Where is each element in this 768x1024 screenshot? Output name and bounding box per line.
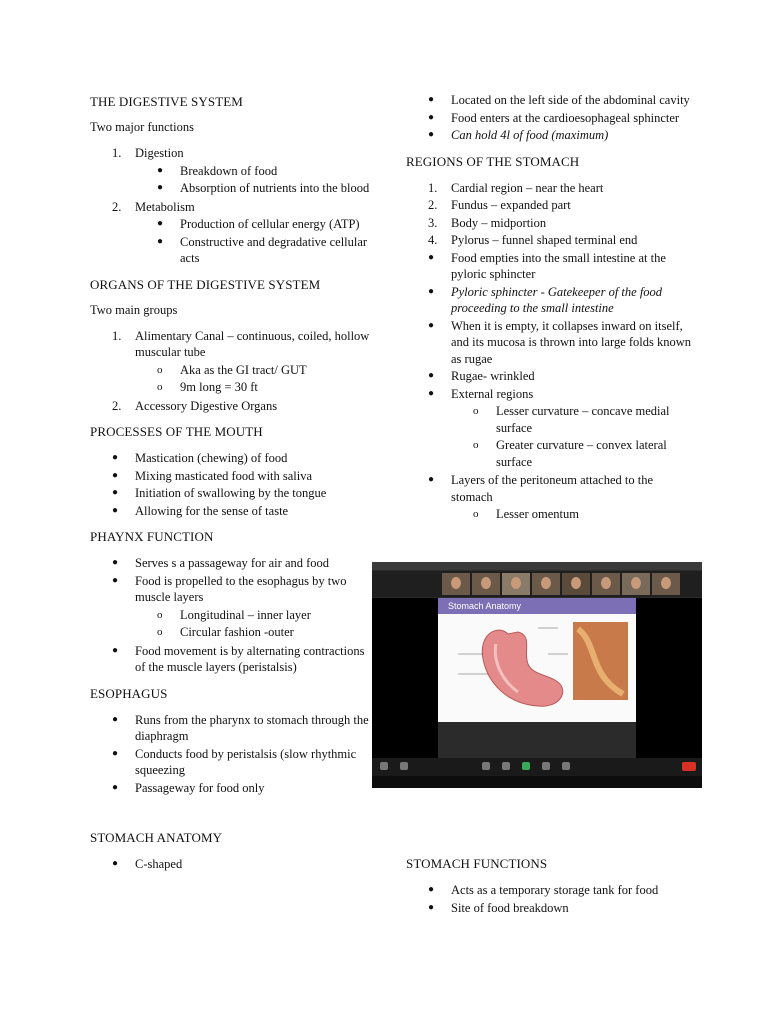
participant-tile bbox=[472, 573, 500, 595]
list-item: ● Food is propelled to the esophagus by two muscle layers o Longitudinal – inner layer o Circular fashion -outer bbox=[90, 573, 370, 641]
list-subitem: o Greater curvature – convex lateral surface bbox=[473, 438, 667, 469]
video-call-screenshot bbox=[372, 562, 702, 788]
taskbar bbox=[372, 776, 702, 788]
function-subitem: ● Absorption of nutrients into the blood bbox=[157, 181, 370, 195]
mute-icon[interactable] bbox=[380, 762, 388, 770]
region-item: 4. Pylorus – funnel shaped terminal end bbox=[428, 233, 638, 247]
stomach-anatomy-heading: STOMACH ANATOMY bbox=[90, 830, 223, 845]
left-column bbox=[90, 88, 370, 883]
participant-tile bbox=[622, 573, 650, 595]
right-column bbox=[406, 92, 696, 533]
slide-title: Stomach Anatomy bbox=[438, 598, 636, 614]
list-item: ● Located on the left side of the abdominal cavity bbox=[428, 93, 690, 107]
participant-tile bbox=[592, 573, 620, 595]
stomach-functions-heading: STOMACH FUNCTIONS bbox=[406, 856, 548, 871]
share-screen-icon[interactable] bbox=[522, 762, 530, 770]
list-item: ● Passageway for food only bbox=[112, 780, 265, 795]
group-item: 1. Alimentary Canal – continuous, coiled, hollow muscular tube o Aka as the GI tract/ GUT o 9m long = 30 ft bbox=[112, 328, 370, 394]
group-subitem: o 9m long = 30 ft bbox=[157, 380, 258, 394]
title-digestive-system: THE DIGESTIVE SYSTEM bbox=[90, 94, 243, 109]
participant-tile bbox=[532, 573, 560, 595]
group-subitem: o Aka as the GI tract/ GUT bbox=[157, 362, 307, 377]
participant-tile bbox=[562, 573, 590, 595]
mouth-heading: PROCESSES OF THE MOUTH bbox=[90, 424, 263, 439]
list-item: ● C-shaped bbox=[112, 857, 183, 871]
list-item: ● Runs from the pharynx to stomach through the diaphragm bbox=[112, 712, 369, 743]
organs-heading: ORGANS OF THE DIGESTIVE SYSTEM bbox=[90, 276, 321, 292]
video-icon[interactable] bbox=[400, 762, 408, 770]
list-item: ● Site of food breakdown bbox=[428, 900, 569, 915]
function-subitem: ● Constructive and degradative cellular acts bbox=[157, 234, 368, 265]
list-item: ● Mastication (chewing) of food bbox=[112, 451, 288, 465]
list-item: ● External regions o Lesser curvature – concave medial surface o Greater curvature – convex lateral surface bbox=[406, 386, 696, 471]
list-subitem: o Lesser curvature – concave medial surface bbox=[473, 404, 670, 435]
list-item: ● When it is empty, it collapses inward on itself, and its mucosa is thrown into large folds known as rugae bbox=[428, 318, 692, 366]
esophagus-list bbox=[90, 712, 370, 797]
stomach-anatomy-list bbox=[90, 856, 370, 873]
participant-tile bbox=[502, 573, 530, 595]
two-main-groups: Two main groups bbox=[90, 302, 178, 317]
list-item: ● Serves s a passageway for air and food bbox=[112, 556, 330, 570]
record-icon[interactable] bbox=[542, 762, 550, 770]
function-subitem: ● Breakdown of food bbox=[157, 163, 278, 178]
list-item: ● Rugae- wrinkled bbox=[428, 369, 535, 383]
list-item: ● Allowing for the sense of taste bbox=[112, 503, 289, 518]
function-subitem: ● Production of cellular energy (ATP) bbox=[157, 217, 360, 231]
reactions-icon[interactable] bbox=[562, 762, 570, 770]
mouth-list bbox=[90, 450, 370, 519]
region-item: 1. Cardial region – near the heart bbox=[428, 180, 604, 195]
pharynx-list bbox=[90, 555, 370, 676]
pharynx-heading: PHAYNX FUNCTION bbox=[90, 529, 214, 544]
group-item: 2. Accessory Digestive Organs bbox=[112, 398, 278, 413]
meeting-controls bbox=[372, 758, 702, 776]
regions-bullets bbox=[406, 250, 696, 523]
list-item: ● Food empties into the small intestine at the pyloric sphincter bbox=[428, 250, 666, 281]
list-item: ● Pyloric sphincter - Gatekeeper of the food proceeding to the small intestine bbox=[428, 284, 663, 315]
function-item: 1. Digestion ● Breakdown of food ● Absorption of nutrients into the blood bbox=[112, 146, 370, 195]
end-meeting-button[interactable] bbox=[682, 762, 696, 771]
list-item: ● Layers of the peritoneum attached to the stomach o Lesser omentum bbox=[406, 472, 696, 523]
list-subitem: o Circular fashion -outer bbox=[157, 625, 294, 639]
region-item: 3. Body – midportion bbox=[428, 215, 547, 230]
region-item: 2. Fundus – expanded part bbox=[428, 198, 571, 212]
list-item: ● Food enters at the cardioesophageal sphincter bbox=[428, 110, 680, 125]
participant-tile bbox=[652, 573, 680, 595]
list-item: ● Conducts food by peristalsis (slow rhythmic squeezing bbox=[112, 746, 357, 777]
shared-slide bbox=[438, 598, 636, 722]
groups-list bbox=[90, 328, 370, 415]
functions-list bbox=[90, 145, 370, 267]
regions-heading: REGIONS OF THE STOMACH bbox=[406, 153, 580, 169]
list-item: ● Mixing masticated food with saliva bbox=[112, 468, 313, 483]
list-item: ● Can hold 4l of food (maximum) bbox=[428, 128, 609, 142]
window-titlebar bbox=[372, 562, 702, 570]
regions-list bbox=[406, 180, 696, 249]
participants-icon[interactable] bbox=[482, 762, 490, 770]
stomach-functions-list bbox=[406, 882, 696, 916]
stomach-diagram-image bbox=[438, 614, 636, 722]
list-subitem: o Lesser omentum bbox=[473, 507, 579, 521]
esophagus-heading: ESOPHAGUS bbox=[90, 685, 168, 701]
two-major-functions: Two major functions bbox=[90, 120, 194, 134]
stomach-functions-section bbox=[406, 850, 696, 926]
list-item: ● Acts as a temporary storage tank for food bbox=[428, 883, 659, 897]
stomach-location-list bbox=[406, 92, 696, 144]
list-subitem: o Longitudinal – inner layer bbox=[157, 607, 311, 622]
participant-gallery bbox=[372, 571, 702, 597]
chat-icon[interactable] bbox=[502, 762, 510, 770]
list-item: ● Initiation of swallowing by the tongue bbox=[112, 486, 327, 500]
function-item: 2. Metabolism ● Production of cellular energy (ATP) ● Constructive and degradative cellular acts bbox=[90, 199, 370, 267]
participant-tile bbox=[442, 573, 470, 595]
list-item: ● Food movement is by alternating contractions of the muscle layers (peristalsis) bbox=[112, 643, 365, 674]
